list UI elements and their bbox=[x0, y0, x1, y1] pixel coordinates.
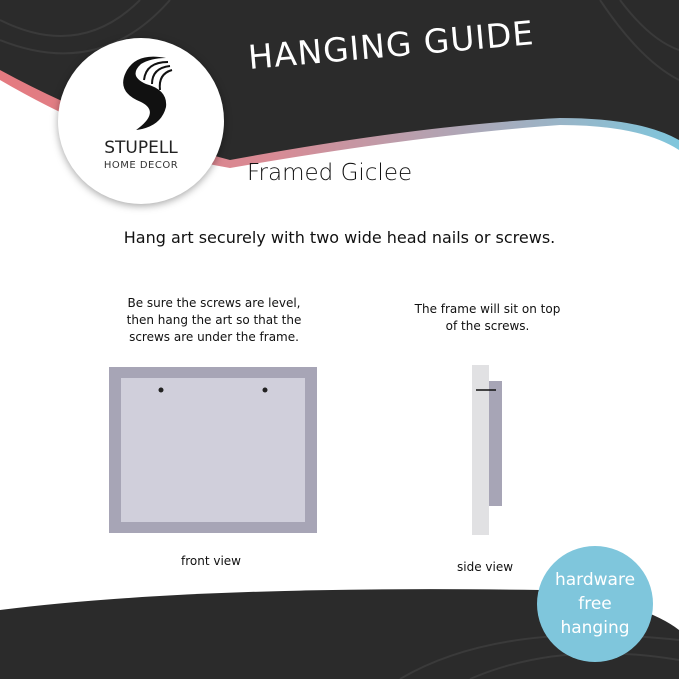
badge-line: hardware bbox=[554, 570, 636, 590]
side-view-note bbox=[390, 301, 585, 335]
screw-right bbox=[263, 388, 268, 393]
logo-tagline: HOME DECOR bbox=[103, 160, 179, 171]
note-line: then hang the art so that the bbox=[126, 313, 302, 327]
hardware-free-badge bbox=[537, 546, 653, 662]
note-line: Be sure the screws are level, bbox=[127, 296, 301, 310]
page-title: HANGING GUIDE bbox=[246, 13, 536, 77]
logo-brand: STUPELL bbox=[104, 138, 178, 158]
note-line: The frame will sit on top bbox=[414, 302, 561, 316]
side-frame bbox=[489, 381, 502, 506]
badge-line: hanging bbox=[560, 618, 630, 638]
front-view-caption: front view bbox=[181, 554, 241, 568]
instruction: Hang art securely with two wide head nails or screws. bbox=[123, 228, 556, 247]
front-artwork bbox=[121, 378, 305, 522]
side-view-caption: side view bbox=[457, 560, 514, 574]
front-view-note bbox=[100, 295, 328, 346]
badge-line: free bbox=[578, 594, 612, 614]
note-line: screws are under the frame. bbox=[129, 330, 299, 344]
logo-s-icon bbox=[106, 52, 176, 134]
note-line: of the screws. bbox=[445, 319, 530, 333]
product-type: Framed Giclee bbox=[247, 160, 413, 186]
screw-left bbox=[159, 388, 164, 393]
stupell-logo bbox=[58, 38, 224, 204]
